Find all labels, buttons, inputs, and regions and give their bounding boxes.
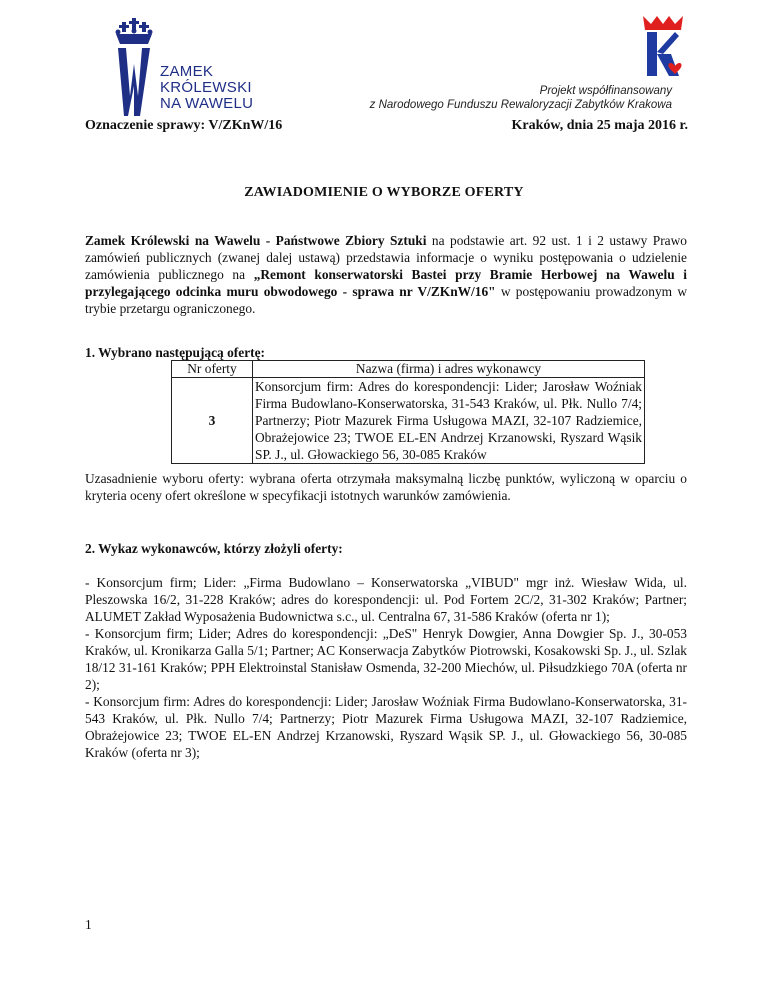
intro-text-1: na podstawie art. 92 ust. 1 i 2 ustawy Prawo zamówień publicznych (zwanej dalej ustawą) przedstawia informacje o wyniku postępowania o udzielenie zamówienia publicznego na — [85, 233, 687, 282]
crown-shield-icon — [104, 16, 164, 120]
zamek-logo — [104, 16, 264, 120]
selected-offer-table — [171, 360, 645, 464]
section-2-heading: 2. Wykaz wykonawców, którzy złożyli oferty: — [85, 541, 343, 556]
col-contractor-name: Nazwa (firma) i adres wykonawcy — [253, 361, 645, 378]
logo-line-2: KRÓLEWSKI — [160, 79, 252, 96]
logo-text — [160, 64, 253, 112]
case-reference: Oznaczenie sprawy: V/ZKnW/16 — [85, 118, 283, 133]
section-1-heading: 1. Wybrano następującą ofertę: — [85, 345, 266, 360]
intro-text-2: w postępowaniu prowadzonym w trybie przetargu ograniczonego. — [85, 284, 687, 316]
list-item: - Konsorcjum firm; Lider: „Firma Budowlano – Konserwatorska „VIBUD" mgr inż. Wiesław Wida, ul. Pleszowska 16/2, 31-228 Kraków; adres do korespondencji: ul. Pod Fortem 2C/2, 31-302 Kraków; Partner; ALUMET Zakład Wyposażenia Budownictwa s.c., ul. Centralna 67, 31-586 Kraków (oferta nr 1); — [85, 575, 687, 624]
co-financing-line-2: z Narodowego Funduszu Rewaloryzacji Zabytków Krakowa — [369, 99, 672, 111]
co-financing-note — [370, 84, 672, 112]
document-date: Kraków, dnia 25 maja 2016 r. — [511, 118, 688, 133]
col-offer-number: Nr oferty — [172, 361, 253, 378]
intro-bold-institution: Zamek Królewski na Wawelu - Państwowe Zbiory Sztuki — [85, 233, 427, 248]
list-item: - Konsorcjum firm; Lider; Adres do korespondencji: „DeS" Henryk Dowgier, Anna Dowgier Sp. J., 30-053 Kraków, ul. Kronikarza Galla 5/1; Partner; AC Konserwacja Zabytków Piotrowski, Kosakowski Sp. J., ul. Szlak 18/12 31-161 Kraków; PPH Elektroinstal Stanisław Osmenda, 32-200 Miechów, ul. Piłsudzkiego 70A (oferta nr 2); — [85, 626, 687, 692]
selection-justification: Uzasadnienie wyboru oferty: wybrana oferta otrzymała maksymalną liczbę punktów, wyliczoną w oparciu o kryteria oceny ofert określone w specyfikacji istotnych warunków zamówienia. — [85, 471, 687, 503]
list-item: - Konsorcjum firm: Adres do korespondencji: Lider; Jarosław Woźniak Firma Budowlano-Konserwatorska, 31-543 Kraków, ul. Płk. Nullo 7/4; Partnerzy; Piotr Mazurek Firma Usługowa MAZI, 32-107 Radziemice, Obrażejowice 23; TWOE EL-EN Andrzej Krzanowski, Ryszard Wąsik SP. J., ul. Głowackiego 56, 30-085 Kraków (oferta nr 3); — [85, 694, 687, 760]
page-number: 1 — [85, 917, 92, 932]
logo-line-1: ZAMEK — [160, 63, 214, 80]
offer-number-cell: 3 — [172, 378, 253, 464]
srfzk-logo-icon — [641, 14, 687, 78]
table-row — [172, 378, 645, 464]
intro-bold-subject: „Remont konserwatorski Bastei przy Bramie Herbowej na Wawelu i przylegającego odcinka muru obwodowego - sprawa nr V/ZKnW/16" — [85, 267, 687, 299]
intro-paragraph — [85, 232, 687, 317]
document-title: ZAWIADOMIENIE O WYBORZE OFERTY — [244, 185, 524, 200]
logo-line-3: NA WAWELU — [160, 95, 254, 112]
table-header-row — [172, 361, 645, 378]
srfzk-logo — [641, 14, 687, 78]
bidders-list — [85, 574, 687, 761]
contractor-name-cell: Konsorcjum firm: Adres do korespondencji: Lider; Jarosław Woźniak Firma Budowlano-Konserwatorska, 31-543 Kraków, ul. Płk. Nullo 7/4; Partnerzy; Piotr Mazurek Firma Usługowa MAZI, 32-107 Radziemice, Obrażejowice 23; TWOE EL-EN Andrzej Krzanowski, Ryszard Wąsik SP. J., ul. Głowackiego 56, 30-085 Kraków — [253, 378, 645, 464]
co-financing-line-1: Projekt współfinansowany — [539, 85, 672, 97]
